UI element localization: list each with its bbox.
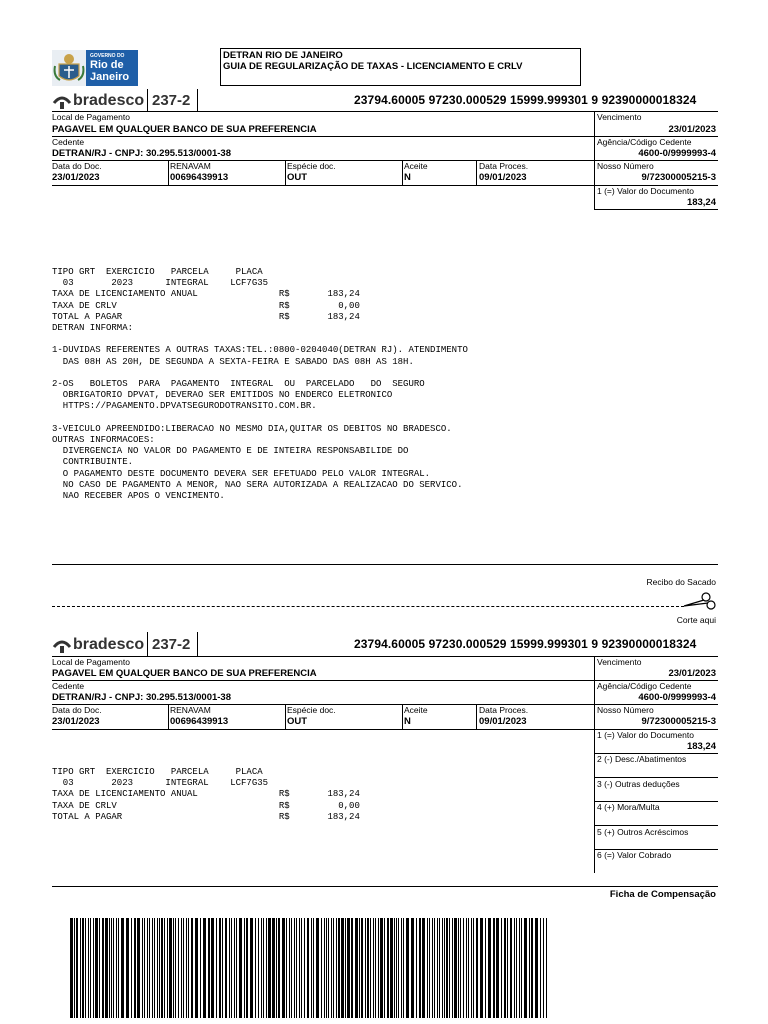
recibo-sacado-label: Recibo do Sacado xyxy=(646,577,716,587)
barcode-bar xyxy=(142,918,143,1018)
barcode-bar xyxy=(313,918,314,1018)
especie-label: Espécie doc. xyxy=(287,161,336,171)
barcode-bar xyxy=(131,918,132,1018)
barcode-bar xyxy=(222,918,223,1018)
barcode-bar xyxy=(231,918,232,1018)
barcode-bar xyxy=(406,918,409,1018)
barcode-bar xyxy=(208,918,210,1018)
barcode-bar xyxy=(458,918,459,1018)
cedente-label: Cedente xyxy=(52,681,85,691)
barcode-bar xyxy=(403,918,404,1018)
barcode-bar xyxy=(74,918,75,1018)
renavam: 00696439913 xyxy=(170,716,229,727)
data-proces: 09/01/2023 xyxy=(479,172,527,183)
cedente-label: Cedente xyxy=(52,137,85,147)
barcode-bar xyxy=(345,918,346,1018)
barcode-bar xyxy=(460,918,461,1018)
local-pagamento: PAGAVEL EM QUALQUER BANCO DE SUA PREFERENCIA xyxy=(52,124,317,135)
nosso-numero: 9/72300005215-3 xyxy=(641,172,716,183)
barcode-bar xyxy=(173,918,174,1018)
barcode-bar xyxy=(137,918,140,1018)
especie-label: Espécie doc. xyxy=(287,705,336,715)
logo-line2: Rio de xyxy=(90,59,124,71)
barcode-bar xyxy=(82,918,84,1018)
data-doc-label: Data do Doc. xyxy=(52,705,102,715)
digitable-line: 23794.60005 97230.000529 15999.999301 9 92390000018324 xyxy=(354,637,697,651)
barcode-bar xyxy=(504,918,506,1018)
barcode-bar xyxy=(378,918,379,1018)
barcode-bar xyxy=(191,918,193,1018)
barcode-bar xyxy=(80,918,81,1018)
barcode-bar xyxy=(396,918,397,1018)
agencia: 4600-0/9999993-4 xyxy=(638,148,716,159)
nosso-numero-label: Nosso Número xyxy=(597,705,654,715)
barcode-bar xyxy=(384,918,385,1018)
valor-doc-label: 1 (=) Valor do Documento xyxy=(597,186,694,196)
barcode xyxy=(70,918,548,1018)
barcode-bar xyxy=(546,918,547,1018)
barcode-bar xyxy=(175,918,176,1018)
digitable-line: 23794.60005 97230.000529 15999.999301 9 92390000018324 xyxy=(354,93,697,107)
barcode-bar xyxy=(121,918,124,1018)
barcode-bar xyxy=(169,918,172,1018)
bank-header-top xyxy=(52,89,718,111)
compensacao-grid xyxy=(52,656,718,873)
barcode-bar xyxy=(272,918,275,1018)
barcode-bar xyxy=(321,918,322,1018)
renavam-label: RENAVAM xyxy=(170,161,211,171)
header-line2: GUIA DE REGULARIZAÇÃO DE TAXAS - LICENCIAMENTO E CRLV xyxy=(223,61,523,72)
barcode-bar xyxy=(437,918,438,1018)
barcode-bar xyxy=(159,918,160,1018)
vencimento: 23/01/2023 xyxy=(668,668,716,679)
barcode-bar xyxy=(188,918,189,1018)
barcode-bar xyxy=(540,918,541,1018)
coat-of-arms-icon xyxy=(52,50,86,86)
barcode-bar xyxy=(341,918,344,1018)
rio-government-logo xyxy=(52,50,138,86)
barcode-bar xyxy=(229,918,230,1018)
barcode-bar xyxy=(286,918,287,1018)
barcode-bar xyxy=(301,918,302,1018)
aceite: N xyxy=(404,172,411,183)
barcode-bar xyxy=(211,918,214,1018)
barcode-bar xyxy=(394,918,395,1018)
outros-acrescimos-label: 5 (+) Outros Acréscimos xyxy=(597,827,689,837)
aceite: N xyxy=(404,716,411,727)
barcode-bar xyxy=(70,918,73,1018)
barcode-bar xyxy=(401,918,402,1018)
instructions-text-top: TIPO GRT EXERCICIO PARCELA PLACA 03 2023 INTEGRAL LCF7G35 TAXA DE LICENCIAMENTO ANUAL R$ 183,24 TAXA DE CRLV R$ 0,00 TOTAL A PAGAR R$ 183,24 DETRAN INFORMA: 1-DUVIDAS REFERENTES A OUTRAS TAXAS:TEL.:0800-0204040(DETRAN RJ). ATENDIMENTO DAS 08H AS 20H, DE SEGUNDA A SEXTA-FEIRA E SABADO DAS 08H AS 18H. 2-OS BOLETOS PARA PAGAMENTO INTEGRAL OU PARCELADO DO SEGURO OBRIGATORIO DPVAT, DEVERAO SER EMITIDOS NO ENDERCO ELETRONICO HTTPS://PAGAMENTO.DPVATSEGURODOTRANSITO.COM.BR. 3-VEICULO APREENDIDO:LIBERACAO NO MESMO DIA,QUITAR OS DEBITOS NO BRADESCO. OUTRAS INFORMACOES: DIVERGENCIA NO VALOR DO PAGAMENTO E DE INTEIRA RESPONSABILIDE DO CONTRIBUINTE. O PAGAMENTO DESTE DOCUMENTO DEVERA SER EFETUADO PELO VALOR INTEGRAL. NO CASO DE PAGAMENTO A MENOR, NAO SERA AUTORIZADA A REALIZACAO DO SERVICO. NAO RECEBER APOS O VENCIMENTO. xyxy=(52,267,468,502)
barcode-bar xyxy=(514,918,515,1018)
local-pagamento-label: Local de Pagamento xyxy=(52,657,130,667)
barcode-bar xyxy=(291,918,292,1018)
barcode-bar xyxy=(219,918,221,1018)
barcode-bar xyxy=(370,918,371,1018)
aceite-label: Aceite xyxy=(404,161,428,171)
agencia-label: Agência/Código Cedente xyxy=(597,681,692,691)
barcode-bar xyxy=(278,918,280,1018)
barcode-bar xyxy=(95,918,98,1018)
barcode-bar xyxy=(442,918,443,1018)
header-box xyxy=(220,48,581,86)
bank-code: 237-2 xyxy=(152,92,191,109)
barcode-bar xyxy=(164,918,165,1018)
instructions-text-bottom: TIPO GRT EXERCICIO PARCELA PLACA 03 2023 INTEGRAL LCF7G35 TAXA DE LICENCIAMENTO ANUAL R$ 183,24 TAXA DE CRLV R$ 0,00 TOTAL A PAGAR R$ 183,24 xyxy=(52,767,360,822)
barcode-bar xyxy=(93,918,94,1018)
barcode-bar xyxy=(488,918,491,1018)
barcode-bar xyxy=(473,918,474,1018)
barcode-bar xyxy=(432,918,433,1018)
barcode-bar xyxy=(510,918,512,1018)
valor-doc-label: 1 (=) Valor do Documento xyxy=(597,730,694,740)
barcode-bar xyxy=(147,918,148,1018)
barcode-bar xyxy=(535,918,538,1018)
barcode-bar xyxy=(493,918,495,1018)
valor-doc: 183,24 xyxy=(686,197,716,208)
barcode-bar xyxy=(294,918,295,1018)
barcode-bar xyxy=(266,918,267,1018)
barcode-bar xyxy=(333,918,334,1018)
ficha-compensacao-label: Ficha de Compensação xyxy=(609,889,716,900)
barcode-bar xyxy=(105,918,108,1018)
barcode-bar xyxy=(236,918,237,1018)
barcode-bar xyxy=(157,918,158,1018)
barcode-bar xyxy=(480,918,483,1018)
barcode-bar xyxy=(134,918,136,1018)
barcode-bar xyxy=(359,918,360,1018)
barcode-bar xyxy=(304,918,305,1018)
recibo-grid xyxy=(52,111,718,210)
barcode-bar xyxy=(446,918,448,1018)
barcode-bar xyxy=(183,918,184,1018)
bradesco-logo-icon xyxy=(52,93,72,109)
barcode-bar xyxy=(289,918,290,1018)
barcode-bar xyxy=(444,918,445,1018)
barcode-bar xyxy=(258,918,259,1018)
barcode-bar xyxy=(496,918,499,1018)
outras-deducoes-label: 3 (-) Outras deduções xyxy=(597,779,680,789)
barcode-bar xyxy=(149,918,150,1018)
logo-line1: GOVERNO DO xyxy=(90,53,125,59)
barcode-bar xyxy=(390,918,393,1018)
barcode-bar xyxy=(200,918,201,1018)
barcode-bar xyxy=(347,918,350,1018)
barcode-bar xyxy=(316,918,319,1018)
nosso-numero: 9/72300005215-3 xyxy=(641,716,716,727)
barcode-bar xyxy=(524,918,527,1018)
barcode-bar xyxy=(476,918,478,1018)
barcode-bar xyxy=(113,918,114,1018)
barcode-bar xyxy=(263,918,264,1018)
barcode-bar xyxy=(326,918,327,1018)
barcode-bar xyxy=(255,918,256,1018)
barcode-bar xyxy=(463,918,464,1018)
barcode-bar xyxy=(380,918,383,1018)
barcode-bar xyxy=(529,918,530,1018)
barcode-bar xyxy=(85,918,86,1018)
barcode-bar xyxy=(181,918,182,1018)
scissors-icon xyxy=(682,591,718,611)
barcode-bar xyxy=(118,918,119,1018)
barcode-bar xyxy=(195,918,198,1018)
bank-name: bradesco xyxy=(73,636,145,653)
barcode-bar xyxy=(375,918,376,1018)
barcode-bar xyxy=(234,918,235,1018)
barcode-bar xyxy=(351,918,353,1018)
barcode-bar xyxy=(246,918,248,1018)
barcode-bar xyxy=(519,918,520,1018)
valor-cobrado-label: 6 (=) Valor Cobrado xyxy=(597,850,672,860)
data-doc: 23/01/2023 xyxy=(52,716,100,727)
agencia-label: Agência/Código Cedente xyxy=(597,137,692,147)
barcode-bar xyxy=(239,918,242,1018)
barcode-bar xyxy=(416,918,417,1018)
barcode-bar xyxy=(355,918,358,1018)
especie: OUT xyxy=(287,172,308,183)
barcode-bar xyxy=(99,918,100,1018)
barcode-bar xyxy=(439,918,440,1018)
barcode-bar xyxy=(485,918,486,1018)
barcode-bar xyxy=(454,918,457,1018)
barcode-bar xyxy=(102,918,104,1018)
barcode-bar xyxy=(144,918,145,1018)
vencimento-label: Vencimento xyxy=(597,657,642,667)
barcode-bar xyxy=(507,918,508,1018)
barcode-bar xyxy=(90,918,91,1018)
barcode-bar xyxy=(365,918,366,1018)
barcode-bar xyxy=(466,918,467,1018)
barcode-bar xyxy=(427,918,428,1018)
barcode-bar xyxy=(361,918,363,1018)
header-line1: DETRAN RIO DE JANEIRO xyxy=(223,50,343,61)
barcode-bar xyxy=(216,918,217,1018)
desc-abatimentos-label: 2 (-) Desc./Abatimentos xyxy=(597,754,687,764)
barcode-bar xyxy=(307,918,309,1018)
agencia: 4600-0/9999993-4 xyxy=(638,692,716,703)
barcode-bar xyxy=(429,918,430,1018)
mora-multa-label: 4 (+) Mora/Multa xyxy=(597,802,660,812)
barcode-bar xyxy=(336,918,337,1018)
logo-box xyxy=(86,50,138,86)
especie: OUT xyxy=(287,716,308,727)
barcode-bar xyxy=(296,918,297,1018)
barcode-bar xyxy=(111,918,112,1018)
barcode-bar xyxy=(367,918,369,1018)
barcode-bar xyxy=(282,918,285,1018)
data-proces: 09/01/2023 xyxy=(479,716,527,727)
data-proces-label: Data Proces. xyxy=(479,705,529,715)
barcode-bar xyxy=(521,918,522,1018)
cedente: DETRAN/RJ - CNPJ: 30.295.513/0001-38 xyxy=(52,148,232,159)
renavam-label: RENAVAM xyxy=(170,705,211,715)
nosso-numero-label: Nosso Número xyxy=(597,161,654,171)
barcode-bar xyxy=(109,918,110,1018)
barcode-bar xyxy=(419,918,421,1018)
barcode-bar xyxy=(516,918,517,1018)
barcode-bar xyxy=(276,918,277,1018)
barcode-bar xyxy=(398,918,399,1018)
barcode-bar xyxy=(167,918,168,1018)
barcode-bar xyxy=(76,918,78,1018)
barcode-bar xyxy=(311,918,312,1018)
barcode-bar xyxy=(331,918,332,1018)
vencimento: 23/01/2023 xyxy=(668,124,716,135)
cedente: DETRAN/RJ - CNPJ: 30.295.513/0001-38 xyxy=(52,692,232,703)
valor-doc: 183,24 xyxy=(686,741,716,752)
barcode-bar xyxy=(338,918,340,1018)
local-pagamento-label: Local de Pagamento xyxy=(52,112,130,122)
data-proces-label: Data Proces. xyxy=(479,161,529,171)
barcode-bar xyxy=(268,918,271,1018)
barcode-bar xyxy=(250,918,253,1018)
bank-name: bradesco xyxy=(73,92,145,109)
barcode-bar xyxy=(116,918,117,1018)
corte-aqui-label: Corte aqui xyxy=(676,615,716,625)
barcode-bar xyxy=(154,918,155,1018)
data-doc: 23/01/2023 xyxy=(52,172,100,183)
barcode-bar xyxy=(152,918,153,1018)
cut-line xyxy=(52,606,684,607)
barcode-bar xyxy=(126,918,129,1018)
bradesco-logo-icon xyxy=(52,637,72,653)
barcode-bar xyxy=(411,918,414,1018)
barcode-bar xyxy=(531,918,533,1018)
aceite-label: Aceite xyxy=(404,705,428,715)
barcode-bar xyxy=(434,918,435,1018)
barcode-bar xyxy=(324,918,325,1018)
barcode-bar xyxy=(161,918,163,1018)
logo-line3: Janeiro xyxy=(90,71,130,83)
barcode-bar xyxy=(452,918,453,1018)
barcode-bar xyxy=(88,918,89,1018)
local-pagamento: PAGAVEL EM QUALQUER BANCO DE SUA PREFERENCIA xyxy=(52,668,317,679)
barcode-bar xyxy=(449,918,450,1018)
vencimento-label: Vencimento xyxy=(597,112,642,122)
barcode-bar xyxy=(471,918,472,1018)
barcode-bar xyxy=(225,918,227,1018)
renavam: 00696439913 xyxy=(170,172,229,183)
barcode-bar xyxy=(422,918,425,1018)
data-doc-label: Data do Doc. xyxy=(52,161,102,171)
barcode-bar xyxy=(468,918,469,1018)
bank-header-bottom xyxy=(52,632,718,656)
barcode-bar xyxy=(186,918,187,1018)
barcode-bar xyxy=(387,918,389,1018)
barcode-bar xyxy=(203,918,206,1018)
barcode-bar xyxy=(543,918,544,1018)
barcode-bar xyxy=(261,918,262,1018)
barcode-bar xyxy=(328,918,329,1018)
barcode-bar xyxy=(244,918,245,1018)
barcode-bar xyxy=(178,918,179,1018)
barcode-bar xyxy=(501,918,502,1018)
barcode-bar xyxy=(373,918,374,1018)
barcode-bar xyxy=(299,918,300,1018)
bank-code: 237-2 xyxy=(152,636,191,653)
